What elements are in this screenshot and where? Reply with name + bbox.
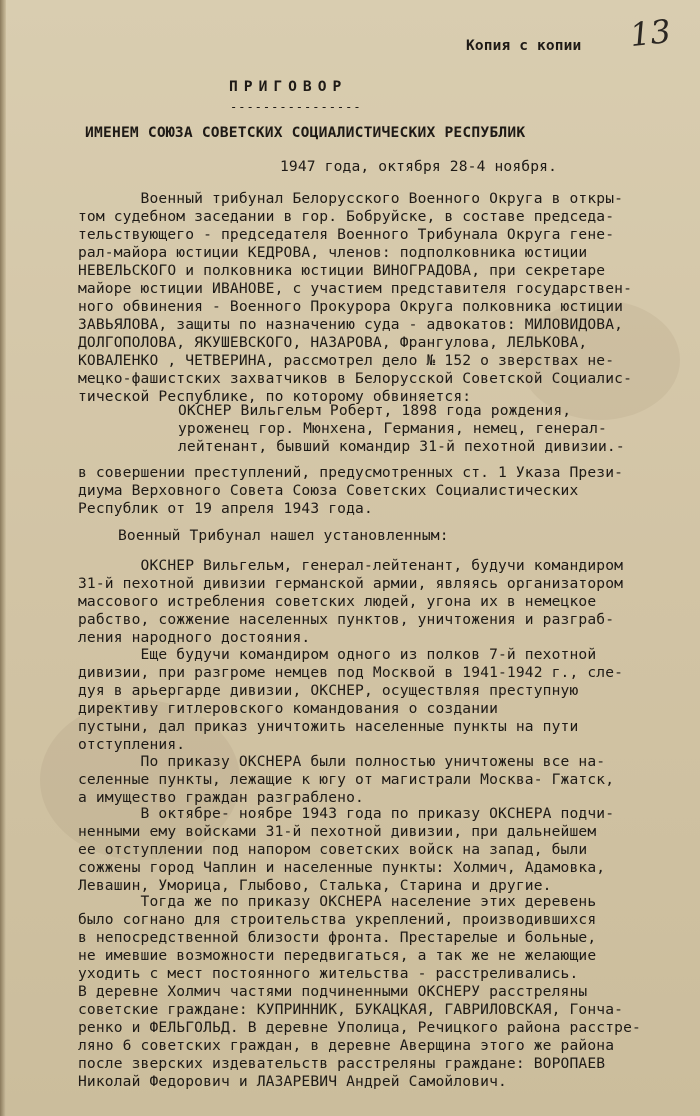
document-date: 1947 года, октября 28-4 ноября.: [280, 158, 558, 175]
copy-mark: Копия с копии: [466, 38, 582, 54]
paragraph-findings-3: По приказу ОКСНЕРА были полностью уничтожены все на- селенные пункты, лежащие к югу от магистрали Москва- Гжатск, а имущество граждан разграблено.: [78, 753, 615, 806]
paragraph-findings-2: Еще будучи командиром одного из полков 7-й пехотной дивизии, при разгроме немцев под Москвой в 1941-1942 г., сле- дуя в арьергарде дивизии, ОКСНЕР, осуществляя преступную директиву гитлеровского командования о создании пустыни, дал приказ уничтожить населенные пункты на пути отступления.: [78, 646, 624, 753]
paragraph-charge: в совершении преступлений, предусмотренных ст. 1 Указа Прези- диума Верховного Совета Союза Советских Социалистических Республик от 19 апреля 1943 года.: [78, 464, 624, 517]
title-underline: ----------------: [230, 100, 362, 114]
paragraph-found: Военный Трибунал нашел установленным:: [118, 527, 449, 544]
document-subtitle: ИМЕНЕМ СОЮЗА СОВЕТСКИХ СОЦИАЛИСТИЧЕСКИХ РЕСПУБЛИК: [85, 124, 526, 141]
paragraph-intro: Военный трибунал Белорусского Военного Округа в откры- том судебном заседании в гор. Бобруйске, в составе председа- тельствующего - председателя Военного Трибунала Округа гене- рал-майора юстиции КЕДРОВА, членов: подполковника юстиции НЕВЕЛЬСКОГО и полковника юстиции ВИНОГРАДОВА, при секретаре майоре юстиции ИВАНОВЕ, с участием представителя государствен- ного обвинения - Военного Прокурора Округа полковника юстиции ЗАВЬЯЛОВА, защиты по назначению суда - адвокатов: МИЛОВИДОВА, ДОЛГОПОЛОВА, ЯКУШЕВСКОГО, НАЗАРОВА, Франгулова, ЛЕЛЬКОВА, КОВАЛЕНКО , ЧЕТВЕРИНА, рассмотрел дело № 152 о зверствах не- мецко-фашистских захватчиков в Белорусской Советской Социалис- тической Республике, по которому обвиняется:: [78, 190, 633, 405]
paragraph-findings-4: В октябре- ноябре 1943 года по приказу ОКСНЕРА подчи- ненными ему войсками 31-й пехотной дивизии, при дальнейшем ее отступлении под напором советских войск на запад, были сожжены город Чаплин и населенные пункты: Холмич, Адамовка, Левашин, Уморица, Глыбово, Сталька, Старина и другие.: [78, 805, 615, 894]
page-edge-shadow: [0, 0, 6, 1116]
paragraph-findings-5: Тогда же по приказу ОКСНЕРА население этих деревень было согнано для строительства укреплений, производившихся в непосредственной близости фронта. Престарелые и больные, не имевшие возможности передвигаться, а так же не желающие уходить с мест постоянного жительства - расстреливались. В деревне Холмич частями подчиненными ОКСНЕРУ расстреляны советские граждане: КУПРИННИК, БУКАЦКАЯ, ГАВРИЛОВСКАЯ, Гонча- ренко и ФЕЛЬГОЛЬД. В деревне Уполица, Речицкого района расстре- ляно 6 советских граждан, в деревне Аверщина этого же района после зверских издевательств расстреляны граждане: ВОРОПАЕВ Николай Федорович и ЛАЗАРЕВИЧ Андрей Самойлович.: [78, 893, 641, 1090]
folio-number: 13: [628, 11, 673, 55]
paragraph-accused: ОКСНЕР Вильгельм Роберт, 1898 года рождения, уроженец гор. Мюнхена, Германия, немец, генерал- лейтенант, бывший командир 31-й пехотной дивизии.-: [178, 402, 625, 455]
document-title: ПРИГОВОР: [229, 78, 348, 95]
paragraph-findings-1: ОКСНЕР Вильгельм, генерал-лейтенант, будучи командиром 31-й пехотной дивизии германской армии, являясь организатором массового истребления советских людей, угона их в немецкое рабство, сожжение населенных пунктов, уничтожения и разграб- ления народного достояния.: [78, 557, 624, 646]
